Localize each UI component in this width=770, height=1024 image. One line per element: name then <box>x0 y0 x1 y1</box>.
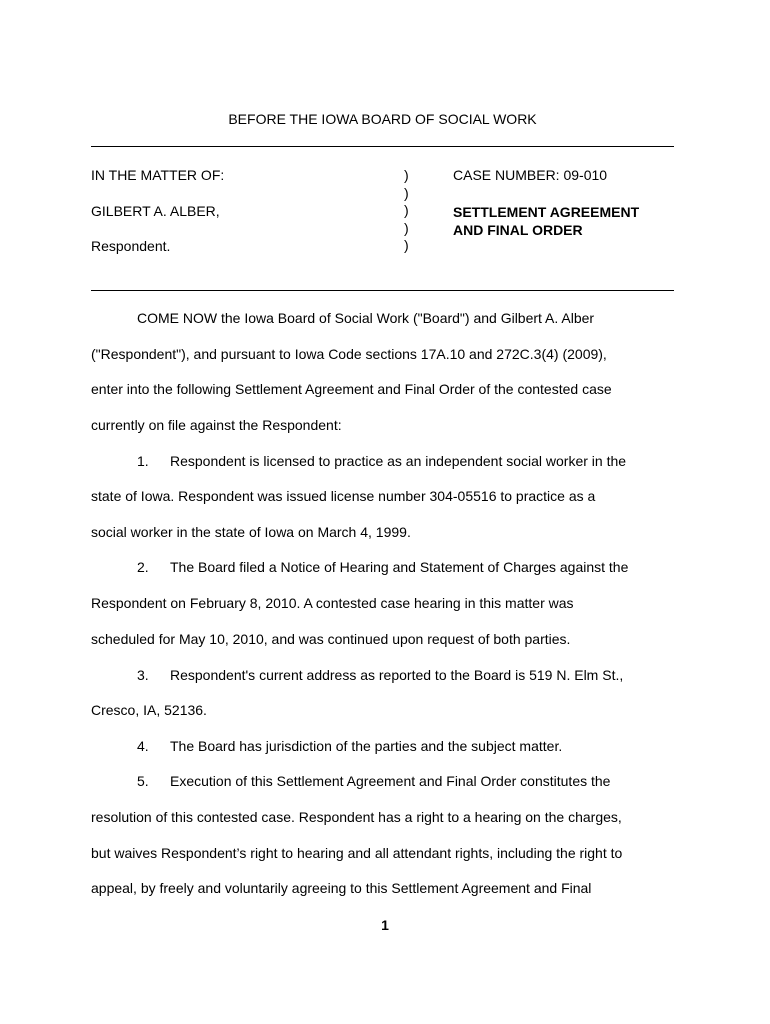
board-heading: BEFORE THE IOWA BOARD OF SOCIAL WORK <box>228 111 537 127</box>
paren: ) <box>404 184 409 201</box>
page-number: 1 <box>381 917 389 933</box>
item-number: 5. <box>137 773 149 789</box>
respondent-name: GILBERT A. ALBER, <box>91 203 220 219</box>
matter-label: IN THE MATTER OF: <box>91 167 225 183</box>
item-number: 1. <box>137 453 149 469</box>
item-continuation: Cresco, IA, 52136. <box>91 702 207 718</box>
respondent-label: Respondent. <box>91 238 171 254</box>
document-type <box>453 203 639 239</box>
document-type-line: AND FINAL ORDER <box>453 222 583 238</box>
item-continuation: resolution of this contested case. Respondent has a right to a hearing on the charges, <box>91 809 622 825</box>
numbered-item <box>137 738 562 754</box>
item-number: 4. <box>137 738 149 754</box>
bottom-divider <box>91 290 674 291</box>
item-text: The Board has jurisdiction of the parties and the subject matter. <box>170 738 563 754</box>
item-continuation: Respondent on February 8, 2010. A contested case hearing in this matter was <box>91 595 574 611</box>
item-continuation: scheduled for May 10, 2010, and was continued upon request of both parties. <box>91 631 571 647</box>
paren: ) <box>404 237 409 253</box>
intro-line: ("Respondent"), and pursuant to Iowa Code sections 17A.10 and 272C.3(4) (2009), <box>91 346 607 362</box>
intro-line: enter into the following Settlement Agreement and Final Order of the contested case <box>91 381 612 397</box>
numbered-item <box>137 559 628 575</box>
caption-parentheses <box>404 167 409 255</box>
item-number: 3. <box>137 667 149 683</box>
paren: ) <box>404 167 409 183</box>
item-number: 2. <box>137 559 149 575</box>
item-text: Respondent is licensed to practice as an independent social worker in the <box>170 453 627 469</box>
intro-line: COME NOW the Iowa Board of Social Work ("Board") and Gilbert A. Alber <box>137 310 595 326</box>
numbered-item <box>137 667 623 683</box>
item-text: Execution of this Settlement Agreement and Final Order constitutes the <box>170 773 611 789</box>
intro-line: currently on file against the Respondent: <box>91 417 342 433</box>
numbered-item <box>137 453 626 469</box>
numbered-item <box>137 773 610 789</box>
top-divider <box>91 146 674 147</box>
item-continuation: appeal, by freely and voluntarily agreeing to this Settlement Agreement and Final <box>91 880 592 896</box>
paren: ) <box>404 219 409 236</box>
item-continuation: but waives Respondent’s right to hearing and all attendant rights, including the right to <box>91 845 623 861</box>
item-continuation: social worker in the state of Iowa on March 4, 1999. <box>91 524 411 540</box>
item-text: Respondent's current address as reported to the Board is 519 N. Elm St., <box>170 667 624 683</box>
item-text: The Board filed a Notice of Hearing and Statement of Charges against the <box>170 559 629 575</box>
case-number: CASE NUMBER: 09-010 <box>453 167 608 183</box>
item-continuation: state of Iowa. Respondent was issued license number 304-05516 to practice as a <box>91 488 596 504</box>
document-type-line: SETTLEMENT AGREEMENT <box>453 204 640 220</box>
paren: ) <box>404 202 409 218</box>
